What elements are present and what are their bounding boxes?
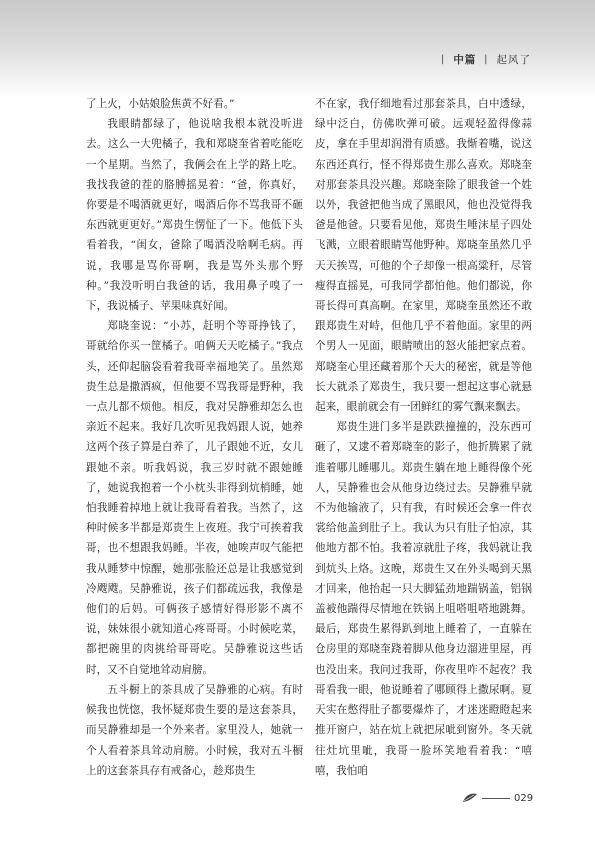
leaf-ornament-icon xyxy=(462,792,478,804)
paragraph: 五斗橱上的茶具成了吴静雅的心病。有时候我也恍惚，我怀疑郑贵生要的是这套茶具，而吴静雅却是一个外来者。家里没人，她就一个人看着茶具耸动肩膀。小时候，我对五斗橱上的这套茶具存有戒备心，趁郑贵生 xyxy=(86,683,303,777)
paragraph: 了上火，小姑娘脸焦黄不好看。” xyxy=(86,98,235,110)
header-band xyxy=(0,0,595,98)
left-column xyxy=(86,94,303,781)
paragraph: 郑晓奎说：“小苏，赶明个等哥挣钱了，哥就给你买一筐橘子。咱俩天天吃橘子。”我点头，还仰起脑袋看着我哥幸福地笑了。虽然郑贵生总是撒酒疯，但他要不骂我哥是野种，我一点儿都不烦他。相反，我对吴静雅却怎么也亲近不起来。我好几次听见我妈跟人说，她养这两个孩子算是白养了，儿子跟她不近，女儿跟她不亲。听我妈说，我三岁时就不跟她睡了，她说我抱着一个小枕头非得到炕梢睡，她怕我睡着掉地上就让我哥看着我。当然了，这种时候多半都是郑贵生上夜班。我宁可挨着我哥，也不想跟我妈睡。半夜，她唉声叹气能把我从睡梦中惊醒，她那张脸还总是让我感觉到冷飕飕。吴静雅说，孩子们都疏远我，我像是他们的后妈。可俩孩子感情好得形影不离不说，妹妹很小就知道心疼哥哥。小时候吃菜，都把碗里的肉挑给哥哥吃。吴静雅说这些话时，又不自觉地耸动肩膀。 xyxy=(86,320,303,676)
header-title: 起风了 xyxy=(496,54,531,66)
running-header xyxy=(437,52,531,67)
paragraph: 郑贵生进门多半是跌跌撞撞的，没东西可砸了，又逮不着郑晓奎的影子，他折腾累了就進着哪儿睡哪儿。郑贵生躺在地上睡得像个死人，吴静雅也会从他身边绕过去。吴静雅早就不为他输液了，只有我，有时候还会拿一件衣裳给他盖到肚子上。我认为只有肚子怕凉，其他地方都不怕。我着凉就肚子疼，我妈就让我到炕头上烙。这晚，郑贵生又在外头喝到天黑才回来，他抬起一只大脚猛劲地踹锅盖，铝锅盖被他踹得尽情地在铁锅上咀嗒咀嗒地跳舞。最后，郑贵生累得趴到地上睡着了，一直躲在仓房里的郑晓奎跷着脚从他身边溜进里屋，再也没出来。我问过我哥，你夜里咋不起夜？我哥看我一眼，他说睡着了哪顾得上撒尿啊。夏天实在憋得肚子都要爆炸了，才迷迷瞪瞪起来推开窗户，站在炕上就把尿呲到窗外。冬天就往灶坑里呲，我哥一脸坏笑地看着我：“嘻嘻，我怕咱 xyxy=(315,421,532,777)
header-separator-left: 丨 xyxy=(437,54,449,66)
page-footer xyxy=(462,792,533,804)
right-column xyxy=(315,94,532,781)
page-number: 029 xyxy=(514,792,534,804)
header-section: 中篇 xyxy=(453,54,477,66)
header-separator-right: 丨 xyxy=(480,54,493,66)
paragraph: 我眼睛都绿了，他说啥我根本就没听进去。这么一大兜橘子，我和郑晓奎省着吃能吃一个星期。当然了，我俩会在上学的路上吃。我找我爸的茬的胳膊摇晃着：“爸，你真好，你要是不喝酒就更好，喝酒后你不骂我哥不砸东西就更更好。”郑贵生愣怔了一下。他低下头看着我，“闺女，爸除了喝酒没啥啊毛病。再说，我哪是骂你哥啊，我是骂外头那个野种。”我没听明白我爸的话，我用鼻子嗅了一下，我说橘子、苹果味真好闻。 xyxy=(86,118,303,313)
footer-rule xyxy=(482,798,510,799)
paragraph: 不在家，我仔细地看过那套茶具，白中透绿，绿中泛白，仿佛吹弹可破。远观轻盈得像蒜皮，拿在手里却润滑有质感。我惭着嘴，说这东西还真行，怪不得郑贵生那么喜欢。郑晓奎对那套茶具没兴趣。郑晓奎除了眼我爸一个姓以外，我爸把他当成了黑眼风，他也没觉得我爸是他爸。只要看见他，郑贵生唾沫星子四处飞溅，立眼着眼睛骂他野种。郑晓奎虽然几乎天天挨骂，可他的个子却像一根高粱秆，尽管瘦得直摇晃，可我同学都怕他。他们都说，你哥长得可真高啊。在家里，郑晓奎虽然还不敢跟郑贵生对峙，但他几乎不着他面。家里的两个男人一见面，眼睛喷出的怒火能把家点着。郑晓奎心里还藏着那个天大的秘密，就是等他长大就杀了郑贵生，我只要一想起这事心就悬起来，眼前就会有一团鲜红的雾气飘来飘去。 xyxy=(315,98,532,414)
